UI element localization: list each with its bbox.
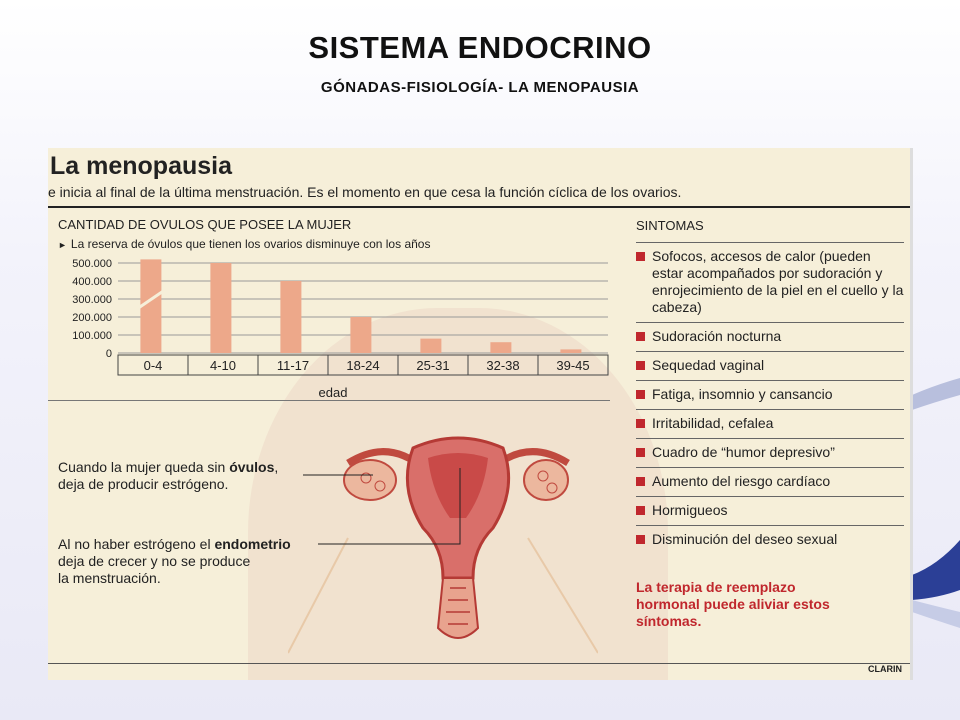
symptom-item (636, 467, 904, 496)
symptom-text: Disminución del deseo sexual (652, 531, 838, 547)
x-tick-label: 18-24 (346, 358, 380, 373)
x-tick-label: 11-17 (276, 358, 310, 373)
infographic-panel (48, 148, 913, 680)
symptom-text: Aumento del riesgo cardíaco (652, 473, 831, 489)
x-tick-label: 4-10 (209, 358, 237, 373)
ovulos-annotation: Cuando la mujer queda sin óvulos, deja de producir estrógeno. (58, 459, 279, 492)
symptom-text: Sofocos, accesos de calor (pueden estar acompañados por sudoración y enrojecimiento de la piel en el cuello y la cabeza) (652, 248, 904, 315)
bullet-icon (636, 506, 645, 515)
y-tick-label: 200.000 (72, 312, 112, 324)
x-tick-label: 0-4 (143, 358, 163, 373)
symptom-text: Irritabilidad, cefalea (652, 415, 774, 431)
x-axis-label: edad (318, 385, 348, 400)
annotation-leader-lines (48, 148, 648, 678)
x-tick-label: 39-45 (556, 358, 590, 373)
symptom-text: Sequedad vaginal (652, 357, 765, 373)
slide-subtitle: GÓNADAS-FISIOLOGÍA- LA MENOPAUSIA (320, 79, 640, 96)
therapy-note: La terapia de reemplazo hormonal puede aliviar estos síntomas. (636, 579, 830, 629)
bullet-icon (636, 448, 645, 457)
symptoms-heading: SINTOMAS (636, 218, 704, 233)
y-tick-label: 300.000 (72, 294, 112, 306)
slide-title: SISTEMA ENDOCRINO (308, 30, 652, 65)
symptom-item (636, 525, 904, 554)
y-tick-label: 100.000 (72, 330, 112, 342)
symptom-item (636, 438, 904, 467)
y-tick-label: 500.000 (72, 258, 112, 270)
x-tick-label: 25-31 (416, 358, 450, 373)
bullet-icon (636, 361, 645, 370)
symptom-text: Fatiga, insomnio y cansancio (652, 386, 833, 402)
y-tick-label: 0 (105, 348, 112, 360)
x-tick-label: 32-38 (486, 358, 520, 373)
symptom-item (636, 322, 904, 351)
symptoms-list (636, 242, 904, 554)
symptom-item (636, 242, 904, 322)
panel-description: e inicia al final de la última menstruación. Es el momento en que cesa la función cíclica de los ovarios. (48, 184, 682, 200)
source-credit: CLARIN (868, 664, 902, 674)
y-tick-label: 400.000 (72, 276, 112, 288)
bullet-icon (636, 419, 645, 428)
arrow-icon: ► (58, 240, 67, 250)
symptom-item (636, 380, 904, 409)
symptom-text: Cuadro de “humor depresivo” (652, 444, 835, 460)
symptom-item (636, 496, 904, 525)
bullet-icon (636, 535, 645, 544)
bottom-divider (48, 663, 910, 664)
bullet-icon (636, 390, 645, 399)
chart-subtitle-text: La reserva de óvulos que tienen los ovarios disminuye con los años (70, 237, 431, 251)
chart-title: CANTIDAD DE OVULOS QUE POSEE LA MUJER (58, 217, 352, 232)
symptom-item (636, 409, 904, 438)
bullet-icon (636, 332, 645, 341)
bullet-icon (636, 477, 645, 486)
panel-title: La menopausia (50, 152, 232, 180)
endometrio-annotation: Al no haber estrógeno el endometrio deja de crecer y no se produce la menstruación. (58, 536, 291, 586)
symptom-item (636, 351, 904, 380)
symptom-text: Hormigueos (652, 502, 728, 518)
symptom-text: Sudoración nocturna (652, 328, 782, 344)
bullet-icon (636, 252, 645, 261)
